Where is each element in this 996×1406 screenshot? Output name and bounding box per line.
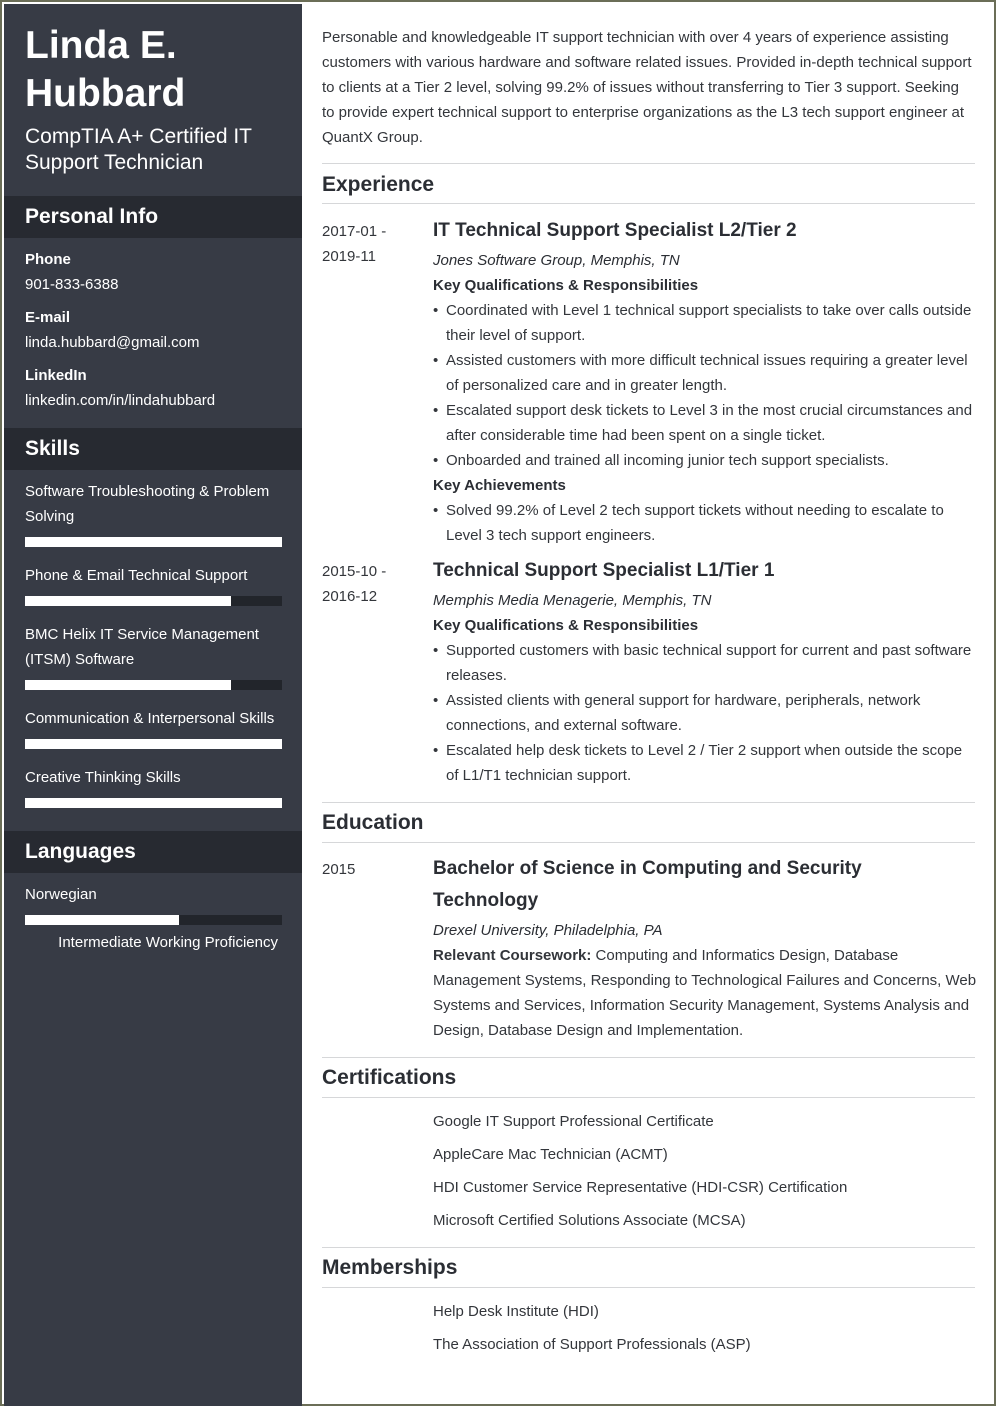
divider: [322, 802, 975, 803]
job-title: Technical Support Specialist L1/Tier 1: [433, 560, 775, 581]
linkedin-label: LinkedIn: [25, 367, 87, 384]
list-item: • Escalated help desk tickets to Level 2 / Tier 2 support when outside the scope of L1/T1 technician support.: [433, 738, 975, 788]
skill-name: Communication & Interpersonal Skills: [25, 710, 275, 727]
skill-level-fill: [25, 798, 282, 808]
list-item: • Assisted clients with general support for hardware, peripherals, network connections, and external software.: [433, 688, 975, 738]
certification-item: Microsoft Certified Solutions Associate (MCSA): [433, 1212, 746, 1229]
divider: [322, 163, 975, 164]
divider: [322, 1287, 975, 1288]
skill-level-fill: [25, 596, 231, 606]
responsibilities-list: [433, 298, 975, 473]
email-value[interactable]: linda.hubbard@gmail.com: [25, 334, 200, 351]
certification-item: HDI Customer Service Representative (HDI-CSR) Certification: [433, 1179, 848, 1196]
skills-heading: Skills: [4, 428, 302, 470]
achievements-heading: Key Achievements: [433, 477, 566, 494]
job-dates: 2015-10 - 2016-12: [322, 563, 387, 605]
experience-heading: Experience: [322, 173, 435, 196]
job-title: IT Technical Support Specialist L2/Tier 2: [433, 220, 797, 241]
coursework-text: Computing and Informatics Design, Database Management Systems, Responding to Technological Failures and Concerns, Web Systems and Services, Information Security Management, Systems Analysis and Design, Database Design and Implementation.: [433, 947, 977, 1039]
language-level-fill: [25, 915, 179, 925]
responsibilities-heading: Key Qualifications & Responsibilities: [433, 617, 699, 634]
skill-name: BMC Helix IT Service Management (ITSM) Software: [25, 626, 259, 668]
skill-level-bar: [25, 537, 282, 547]
degree-title: Bachelor of Science in Computing and Security Technology: [433, 858, 862, 911]
certification-item: Google IT Support Professional Certificate: [433, 1113, 714, 1130]
skill-level-bar: [25, 798, 282, 808]
language-level-label: Intermediate Working Proficiency: [58, 934, 278, 951]
responsibilities-heading: Key Qualifications & Responsibilities: [433, 277, 699, 294]
language-level-bar: [25, 915, 282, 925]
skill-level-bar: [25, 739, 282, 749]
language-name: Norwegian: [25, 886, 97, 903]
profile-summary: Personable and knowledgeable IT support technician with over 4 years of experience assisting customers with various hardware and software related issues. Provided in-depth technical support to clients at a Tier 2 level, solving 99.2% of issues without transferring to Tier 3 support. Seeking to provide expert technical support to enterprise organizations as the L3 tech support engineer at QuantX Group.: [322, 29, 972, 146]
coursework-label: Relevant Coursework:: [433, 947, 592, 964]
skill-level-fill: [25, 537, 282, 547]
email-label: E-mail: [25, 309, 71, 326]
job-company: Jones Software Group, Memphis, TN: [433, 252, 680, 269]
skill-level-fill: [25, 739, 282, 749]
skill-level-fill: [25, 680, 231, 690]
languages-heading: Languages: [4, 831, 302, 873]
divider: [322, 1247, 975, 1248]
list-item: • Escalated support desk tickets to Level 3 in the most crucial circumstances and after considerable time had been spent on a single ticket.: [433, 398, 975, 448]
list-item: • Assisted customers with more difficult technical issues requiring a greater level of personalized care and in greater length.: [433, 348, 975, 398]
list-item: • Onboarded and trained all incoming junior tech support specialists.: [433, 448, 975, 473]
linkedin-value[interactable]: linkedin.com/in/lindahubbard: [25, 392, 216, 409]
skill-name: Software Troubleshooting & Problem Solving: [25, 483, 270, 525]
job-dates: 2017-01 - 2019-11: [322, 223, 387, 265]
sidebar: [4, 4, 302, 1406]
skill-name: Creative Thinking Skills: [25, 769, 181, 786]
candidate-name: Linda E. Hubbard: [25, 24, 186, 115]
certifications-heading: Certifications: [322, 1066, 457, 1089]
list-item: • Solved 99.2% of Level 2 tech support tickets without needing to escalate to Level 3 tech support engineers.: [433, 498, 975, 548]
personal-info-heading: Personal Info: [4, 196, 302, 238]
phone-value: 901-833-6388: [25, 276, 119, 293]
divider: [322, 203, 975, 204]
skill-level-bar: [25, 596, 282, 606]
skill-level-bar: [25, 680, 282, 690]
skill-name: Phone & Email Technical Support: [25, 567, 248, 584]
memberships-heading: Memberships: [322, 1256, 458, 1279]
list-item: • Coordinated with Level 1 technical support specialists to take over calls outside their level of support.: [433, 298, 975, 348]
divider: [322, 842, 975, 843]
list-item: • Supported customers with basic technical support for current and past software releases.: [433, 638, 975, 688]
school-name: Drexel University, Philadelphia, PA: [433, 922, 663, 939]
phone-label: Phone: [25, 251, 71, 268]
divider: [322, 1097, 975, 1098]
coursework: [433, 943, 978, 1043]
membership-item: The Association of Support Professionals (ASP): [433, 1336, 751, 1353]
job-company: Memphis Media Menagerie, Memphis, TN: [433, 592, 712, 609]
education-year: 2015: [322, 861, 356, 878]
membership-item: Help Desk Institute (HDI): [433, 1303, 599, 1320]
achievements-list: [433, 498, 975, 548]
certification-item: AppleCare Mac Technician (ACMT): [433, 1146, 668, 1163]
responsibilities-list: [433, 638, 975, 788]
divider: [322, 1057, 975, 1058]
candidate-title: CompTIA A+ Certified IT Support Technician: [25, 125, 252, 174]
education-heading: Education: [322, 811, 424, 834]
